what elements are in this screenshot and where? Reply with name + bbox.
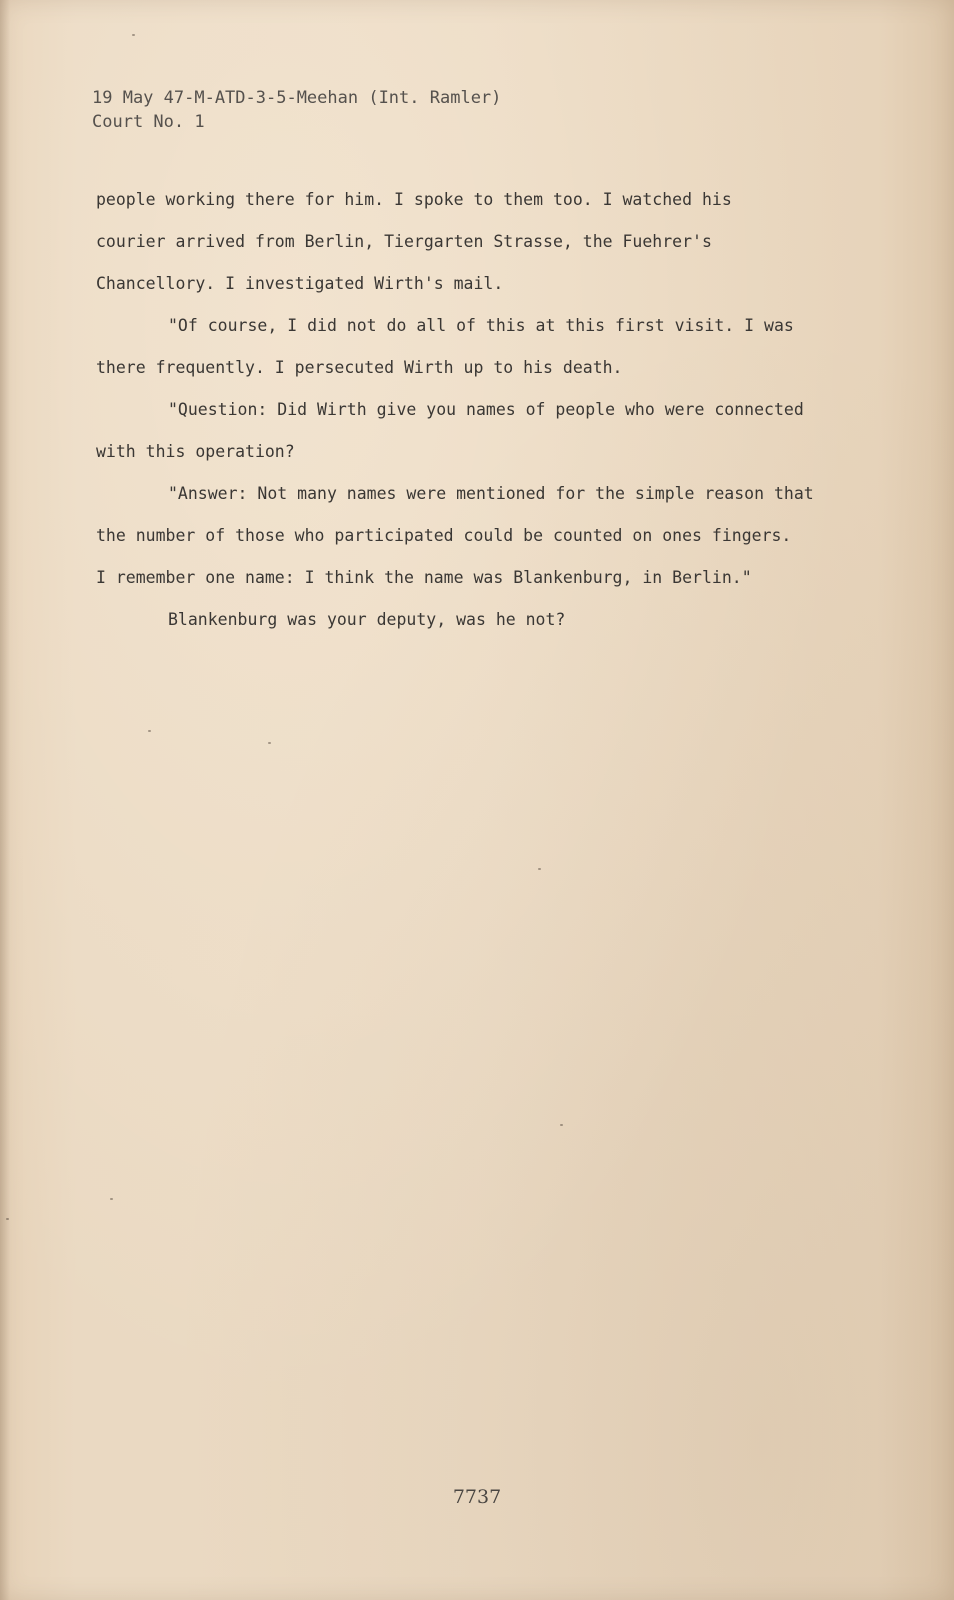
paper-speck [6, 1218, 9, 1220]
transcript-body [96, 186, 836, 648]
paper-speck [132, 34, 135, 36]
transcript-line: "Of course, I did not do all of this at this first visit. I was [168, 316, 794, 335]
transcript-line: the number of those who participated could be counted on ones fingers. [96, 526, 792, 545]
transcript-line: with this operation? [96, 442, 295, 461]
transcript-line: "Answer: Not many names were mentioned for the simple reason that [168, 484, 814, 503]
page-number: 7737 [452, 1486, 502, 1508]
paper-speck [538, 868, 541, 870]
transcript-line: Chancellory. I investigated Wirth's mail. [96, 274, 504, 293]
header-case-reference: 19 May 47-M-ATD-3-5-Meehan (Int. Ramler) [92, 88, 502, 108]
transcript-line: "Question: Did Wirth give you names of people who were connected [168, 400, 804, 419]
document-header [92, 86, 501, 134]
paper-speck [560, 1124, 563, 1126]
transcript-line: I remember one name: I think the name was Blankenburg, in Berlin." [96, 568, 752, 587]
header-court-number: Court No. 1 [92, 112, 205, 132]
transcript-line: people working there for him. I spoke to them too. I watched his [96, 190, 732, 209]
transcript-line: Blankenburg was your deputy, was he not? [168, 610, 566, 629]
paper-speck [110, 1198, 113, 1200]
paper-speck [268, 742, 271, 744]
paper-speck [148, 730, 151, 732]
transcript-line: there frequently. I persecuted Wirth up to his death. [96, 358, 623, 377]
transcript-line: courier arrived from Berlin, Tiergarten Strasse, the Fuehrer's [96, 232, 712, 251]
